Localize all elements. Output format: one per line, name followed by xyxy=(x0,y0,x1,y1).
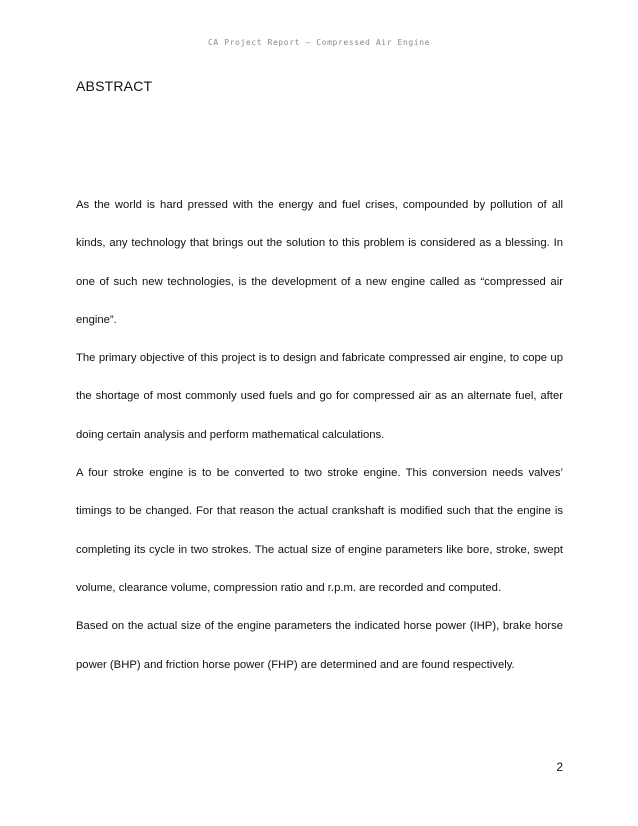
abstract-paragraph-1: As the world is hard pressed with the energy and fuel crises, compounded by pollution of all kinds, any technology that brings out the solution to this problem is considered as a blessing. In one of such new technologies, is the development of a new engine called as “compressed air engine”. xyxy=(76,199,563,326)
abstract-paragraph-2: The primary objective of this project is to design and fabricate compressed air engine, to cope up the shortage of most commonly used fuels and go for compressed air as an alternate fuel, after doing certain analysis and perform mathematical calculations. xyxy=(76,352,563,441)
page-number: 2 xyxy=(556,760,563,774)
page-header: CA Project Report — Compressed Air Engine xyxy=(207,38,431,47)
abstract-heading: ABSTRACT xyxy=(76,78,153,94)
abstract-body xyxy=(76,186,563,684)
abstract-paragraph-3: A four stroke engine is to be converted to two stroke engine. This conversion needs valves’ timings to be changed. For that reason the actual crankshaft is modified such that the engine is completing its cycle in two strokes. The actual size of engine parameters like bore, stroke, swept volume, clearance volume, compression ratio and r.p.m. are recorded and computed. xyxy=(76,467,563,594)
page-divider xyxy=(72,777,565,778)
abstract-paragraph-4: Based on the actual size of the engine parameters the indicated horse power (IHP), brake horse power (BHP) and friction horse power (FHP) are determined and are found respectively. xyxy=(76,620,563,671)
